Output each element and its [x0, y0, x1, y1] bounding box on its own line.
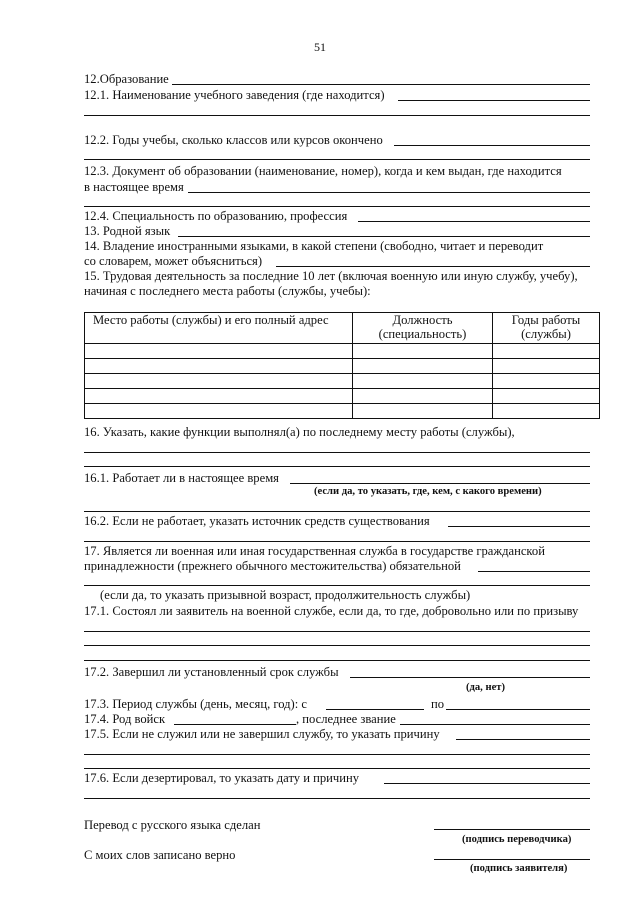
- service-completed-label: 17.2. Завершил ли установленный срок службы: [84, 665, 339, 679]
- last-rank-line[interactable]: [400, 724, 590, 725]
- service-completed-line[interactable]: [350, 677, 590, 678]
- military-line[interactable]: [478, 571, 590, 572]
- troops-line[interactable]: [174, 724, 296, 725]
- served-line-2[interactable]: [84, 645, 590, 646]
- table-cell[interactable]: [85, 404, 353, 419]
- working-now-line[interactable]: [290, 483, 590, 484]
- applicant-signature-line[interactable]: [434, 859, 590, 860]
- table-row[interactable]: [85, 344, 600, 359]
- applicant-signature-hint: (подпись заявителя): [470, 863, 568, 874]
- functions-line-2[interactable]: [84, 466, 590, 467]
- edu-years-label: 12.2. Годы учебы, сколько классов или курсов окончено: [84, 133, 383, 147]
- edu-institution-line[interactable]: [398, 100, 590, 101]
- table-row[interactable]: [85, 374, 600, 389]
- table-cell[interactable]: [493, 359, 600, 374]
- translation-label: Перевод с русского языка сделан: [84, 818, 261, 832]
- table-header-row: [85, 313, 600, 344]
- edu-document-line[interactable]: [188, 192, 590, 193]
- service-completed-hint: (да, нет): [466, 682, 506, 693]
- military-label: 17. Является ли военная или иная государственная служба в государстве гражданской: [84, 544, 545, 558]
- foreign-langs-label-2: со словарем, может объясниться): [84, 254, 263, 268]
- troops-label: 17.4. Род войск: [84, 712, 166, 726]
- page-number: 51: [314, 40, 326, 54]
- edu-document-line-2[interactable]: [84, 206, 590, 207]
- table-cell[interactable]: [493, 404, 600, 419]
- not-served-line-2[interactable]: [84, 754, 590, 755]
- column-header-workplace: Место работы (службы) и его полный адрес: [85, 313, 353, 344]
- served-line-3[interactable]: [84, 660, 590, 661]
- service-period-to-line[interactable]: [446, 709, 590, 710]
- table-cell[interactable]: [85, 374, 353, 389]
- work-history-label: 15. Трудовая деятельность за последние 10 лет (включая военную или иную службу, учебу),: [84, 269, 578, 283]
- column-header-years: Годы работы (службы): [493, 313, 600, 344]
- service-period-to-label: по: [431, 697, 445, 711]
- deserted-label: 17.6. Если дезертировал, то указать дату и причину: [84, 771, 359, 785]
- table-cell[interactable]: [493, 389, 600, 404]
- military-hint: (если да, то указать призывной возраст, продолжительность службы): [100, 588, 471, 602]
- military-line-2[interactable]: [84, 585, 590, 586]
- native-language-label: 13. Родной язык: [84, 224, 171, 238]
- translator-signature-line[interactable]: [434, 829, 590, 830]
- income-source-line-2[interactable]: [84, 541, 590, 542]
- income-source-line[interactable]: [448, 526, 590, 527]
- table-cell[interactable]: [85, 344, 353, 359]
- working-now-label: 16.1. Работает ли в настоящее время: [84, 471, 279, 485]
- table-row[interactable]: [85, 389, 600, 404]
- foreign-langs-label: 14. Владение иностранными языками, в какой степени (свободно, читает и переводит: [84, 239, 544, 253]
- table-cell[interactable]: [353, 404, 493, 419]
- column-header-position: Должность (специальность): [353, 313, 493, 344]
- table-cell[interactable]: [493, 374, 600, 389]
- table-cell[interactable]: [353, 344, 493, 359]
- table-cell[interactable]: [353, 359, 493, 374]
- served-line[interactable]: [84, 631, 590, 632]
- income-source-label: 16.2. Если не работает, указать источник средств существования: [84, 514, 430, 528]
- table-cell[interactable]: [85, 389, 353, 404]
- education-label: 12.Образование: [84, 72, 169, 86]
- table-cell[interactable]: [493, 344, 600, 359]
- foreign-langs-line[interactable]: [276, 266, 590, 267]
- work-history-table: [84, 312, 600, 419]
- specialty-label: 12.4. Специальность по образованию, профессия: [84, 209, 348, 223]
- service-period-label: 17.3. Период службы (день, месяц, год): с: [84, 697, 307, 711]
- working-now-line-2[interactable]: [84, 511, 590, 512]
- work-history-label-2: начиная с последнего места работы (службы, учебы):: [84, 284, 371, 298]
- not-served-label: 17.5. Если не служил или не завершил службу, то указать причину: [84, 727, 440, 741]
- functions-label: 16. Указать, какие функции выполнял(а) по последнему месту работы (службы),: [84, 425, 515, 439]
- served-label: 17.1. Состоял ли заявитель на военной службе, если да, то где, добровольно или по призыву: [84, 604, 579, 618]
- table-cell[interactable]: [353, 374, 493, 389]
- deserted-line[interactable]: [384, 783, 590, 784]
- functions-line[interactable]: [84, 452, 590, 453]
- edu-document-label: 12.3. Документ об образовании (наименование, номер), когда и кем выдан, где находится: [84, 164, 562, 178]
- table-cell[interactable]: [85, 359, 353, 374]
- recorded-label: С моих слов записано верно: [84, 848, 236, 862]
- table-row[interactable]: [85, 359, 600, 374]
- last-rank-label: , последнее звание: [296, 712, 396, 726]
- edu-institution-line-2[interactable]: [84, 115, 590, 116]
- education-line[interactable]: [172, 84, 590, 85]
- edu-years-line[interactable]: [394, 145, 590, 146]
- military-label-2: принадлежности (прежнего обычного местожительства) обязательной: [84, 559, 461, 573]
- edu-institution-label: 12.1. Наименование учебного заведения (где находится): [84, 88, 385, 102]
- translator-signature-hint: (подпись переводчика): [462, 834, 572, 845]
- specialty-line[interactable]: [358, 221, 590, 222]
- service-period-from-line[interactable]: [326, 709, 424, 710]
- table-cell[interactable]: [353, 389, 493, 404]
- deserted-line-2[interactable]: [84, 798, 590, 799]
- not-served-line[interactable]: [456, 739, 590, 740]
- table-row[interactable]: [85, 404, 600, 419]
- edu-years-line-2[interactable]: [84, 159, 590, 160]
- not-served-line-3[interactable]: [84, 768, 590, 769]
- native-language-line[interactable]: [178, 236, 590, 237]
- working-now-hint: (если да, то указать, где, кем, с какого времени): [314, 486, 542, 497]
- edu-document-label-2: в настоящее время: [84, 180, 184, 194]
